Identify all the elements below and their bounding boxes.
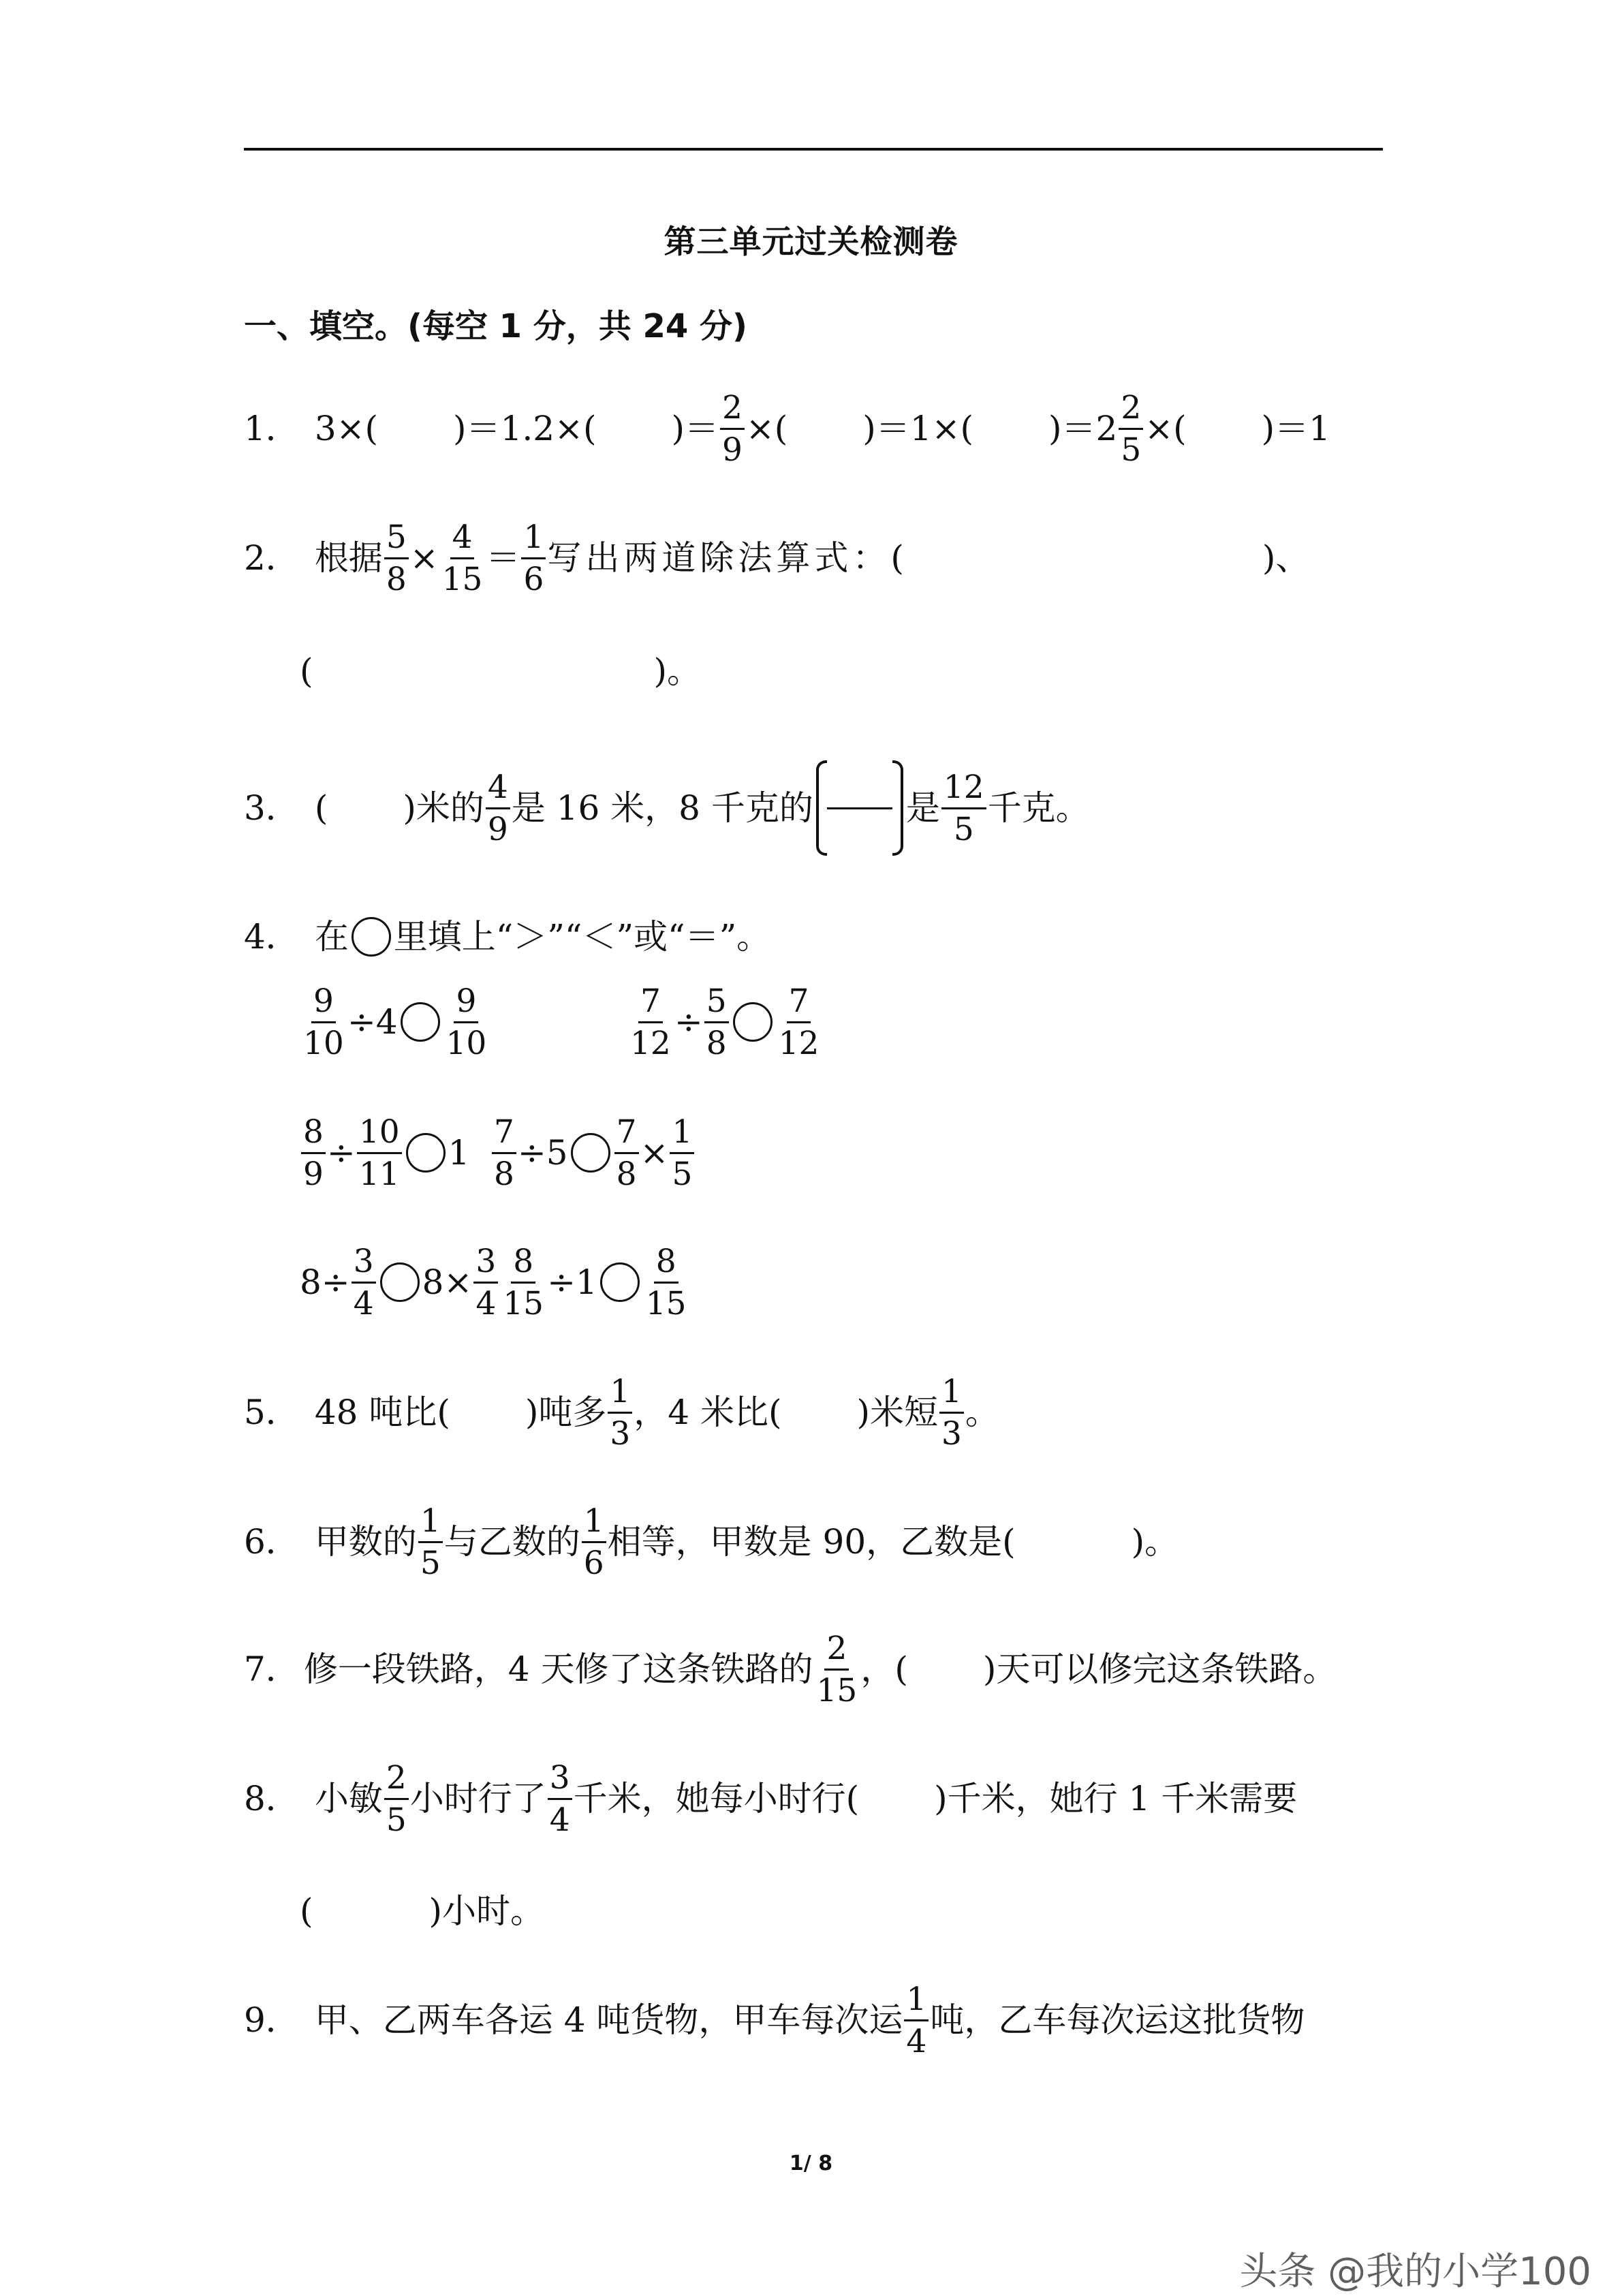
q9-text-a: 甲、乙两车各运 4 吨货物，甲车每次运	[314, 2000, 903, 2040]
question-2-line-2	[300, 634, 701, 709]
question-number: 2．	[244, 538, 300, 578]
bracket-open: (	[300, 1891, 313, 1931]
operator: ÷5	[517, 1133, 568, 1173]
question-8-line-2	[300, 1874, 544, 1949]
watermark: 头条 @我的小学100	[1239, 2250, 1591, 2294]
q1-text-c: )＝	[671, 409, 719, 448]
q6-text-d: )。	[1131, 1522, 1179, 1562]
fraction: $\frac{8}{9}$	[301, 1116, 326, 1190]
fraction: $\frac{7}{12}$	[630, 982, 671, 1062]
fraction: $\frac{1}{5}$	[418, 1505, 443, 1579]
question-5	[244, 1372, 999, 1453]
q8-text-d: )千米，她行 1 千米需要	[934, 1779, 1298, 1818]
q5-text-e: 。	[965, 1393, 999, 1432]
equals-sign: ＝	[486, 538, 520, 578]
top-rule	[244, 148, 1383, 151]
q1-text-a: 3×(	[314, 409, 379, 448]
q8-text-tail: )小时。	[428, 1891, 545, 1931]
q6-text-c: 相等，甲数是 90，乙数是(	[607, 1522, 1016, 1562]
question-number: 6．	[244, 1522, 300, 1562]
q4-text-b: 里填上“＞”“＜”或“＝”。	[393, 917, 771, 957]
q5-text-a: 48 吨比(	[314, 1393, 450, 1432]
page-title: 第三单元过关检测卷	[664, 223, 958, 261]
fraction: $\frac{5}{8}$	[704, 985, 729, 1059]
q3-text-d: 是	[905, 788, 940, 828]
q3-text-e: 千克。	[987, 788, 1090, 828]
fraction: $\frac{2}{9}$	[720, 392, 745, 466]
q5-text-c: ，4 米比(	[634, 1393, 782, 1432]
q7-text-a: 修一段铁路，4 天修了这条铁路的	[303, 1649, 813, 1689]
question-2	[244, 518, 1310, 598]
compare-circle[interactable]	[380, 1262, 420, 1302]
fraction: $\frac{4}{9}$	[486, 771, 510, 846]
q3-text-b: )米的	[403, 788, 484, 828]
q8-text-b: 小时行了	[409, 1779, 546, 1818]
comparison-4	[490, 1112, 696, 1194]
question-number: 7．	[244, 1649, 300, 1689]
compare-circle[interactable]	[571, 1133, 610, 1173]
question-6	[244, 1502, 1179, 1582]
q1-text-e: )＝1×(	[862, 409, 974, 448]
comparison-1	[300, 981, 490, 1063]
operator: ÷4	[347, 1002, 398, 1042]
question-number: 4．	[244, 917, 300, 957]
question-8	[244, 1758, 1298, 1839]
q6-text-b: 与乙数的	[443, 1522, 580, 1562]
compare-circle[interactable]	[406, 1133, 446, 1173]
fraction: $\frac{2}{15}$	[816, 1629, 858, 1709]
fraction: $\frac{5}{8}$	[384, 521, 409, 595]
fraction: $\frac{7}{8}$	[614, 1116, 639, 1190]
fraction: $\frac{1}{4}$	[904, 1983, 929, 2058]
fraction: $\frac{7}{8}$	[492, 1116, 516, 1190]
fraction: $\frac{8}{15}$	[645, 1242, 687, 1322]
q2-text-a: 根据	[314, 538, 383, 578]
fraction: $\frac{1}{5}$	[670, 1116, 694, 1190]
fraction: $\frac{9}{10}$	[446, 982, 487, 1062]
fraction: $\frac{4}{15}$	[441, 518, 483, 598]
question-number: 8．	[244, 1779, 300, 1818]
fraction: $\frac{1}{3}$	[608, 1376, 632, 1450]
comparison-2	[627, 981, 822, 1063]
operator: ÷1	[547, 1262, 597, 1302]
bracket-open: (	[300, 651, 313, 691]
circle-icon	[352, 917, 391, 957]
fraction: $\frac{12}{5}$	[941, 771, 986, 846]
operator: 8÷	[300, 1262, 350, 1302]
compare-circle[interactable]	[733, 1002, 773, 1042]
question-4	[244, 899, 770, 974]
q1-text-b: )＝1.2×(	[453, 409, 597, 448]
question-3	[244, 768, 1090, 848]
question-7	[244, 1629, 1337, 1709]
q1-text-g: )＝2	[1048, 409, 1118, 448]
fraction: $\frac{3}{4}$	[473, 1245, 498, 1320]
q1-text-d: ×(	[745, 409, 788, 448]
fraction: $\frac{1}{6}$	[582, 1505, 606, 1579]
fraction: $\frac{7}{12}$	[778, 982, 820, 1062]
page-number: 1/ 8	[789, 2152, 833, 2175]
q1-text-i: )＝1	[1261, 409, 1330, 448]
question-number: 9．	[244, 2000, 300, 2040]
question-number: 5．	[244, 1393, 300, 1432]
question-number: 1．	[244, 409, 300, 448]
q4-text-a: 在	[314, 917, 349, 957]
fraction: $\frac{10}{11}$	[357, 1116, 402, 1190]
q1-text-h: ×(	[1144, 409, 1187, 448]
fraction: $\frac{3}{4}$	[548, 1762, 572, 1836]
fraction-answer-box[interactable]	[816, 758, 903, 858]
q8-text-c: 千米，她每小时行(	[573, 1779, 860, 1818]
fraction: $\frac{9}{10}$	[303, 982, 344, 1062]
bracket-open: (	[314, 788, 328, 828]
q6-text-a: 甲数的	[314, 1522, 417, 1562]
bracket-close: )。	[653, 651, 702, 691]
times-sign: ×	[640, 1133, 669, 1173]
fraction: $\frac{1}{3}$	[939, 1376, 964, 1450]
question-1	[244, 388, 1330, 469]
q3-text-c: 是 16 米，8 千克的	[511, 788, 813, 828]
fraction: $\frac{3}{4}$	[352, 1245, 376, 1320]
compare-circle[interactable]	[600, 1262, 640, 1302]
q8-text-a: 小敏	[314, 1779, 383, 1818]
operator: ÷	[326, 1133, 356, 1173]
question-9	[244, 1980, 1305, 2060]
compare-circle[interactable]	[401, 1002, 440, 1042]
q9-text-b: 吨，乙车每次运这批货物	[930, 2000, 1305, 2040]
fraction: $\frac{1}{6}$	[521, 521, 546, 595]
question-number: 3．	[244, 788, 300, 828]
comparison-3	[300, 1112, 469, 1194]
section-heading: 一、填空。(每空 1 分，共 24 分)	[244, 307, 747, 345]
q5-text-b: )吨多	[525, 1393, 607, 1432]
times-sign: ×	[409, 538, 439, 578]
comparison-5	[300, 1241, 690, 1323]
operator: 8×	[422, 1262, 473, 1302]
q7-text-b: ，(	[860, 1649, 908, 1689]
fraction: $\frac{8}{15}$	[503, 1242, 544, 1322]
q7-text-c: )天可以修完这条铁路。	[982, 1649, 1337, 1689]
fraction: $\frac{2}{5}$	[384, 1762, 409, 1836]
number: 1	[448, 1133, 470, 1173]
fraction: $\frac{2}{5}$	[1119, 392, 1143, 466]
operator: ÷	[674, 1002, 703, 1042]
q2-text-b: 写出两道除法算式：(	[547, 538, 908, 578]
q5-text-d: )米短	[856, 1393, 938, 1432]
q2-text-c: )、	[1262, 538, 1310, 578]
